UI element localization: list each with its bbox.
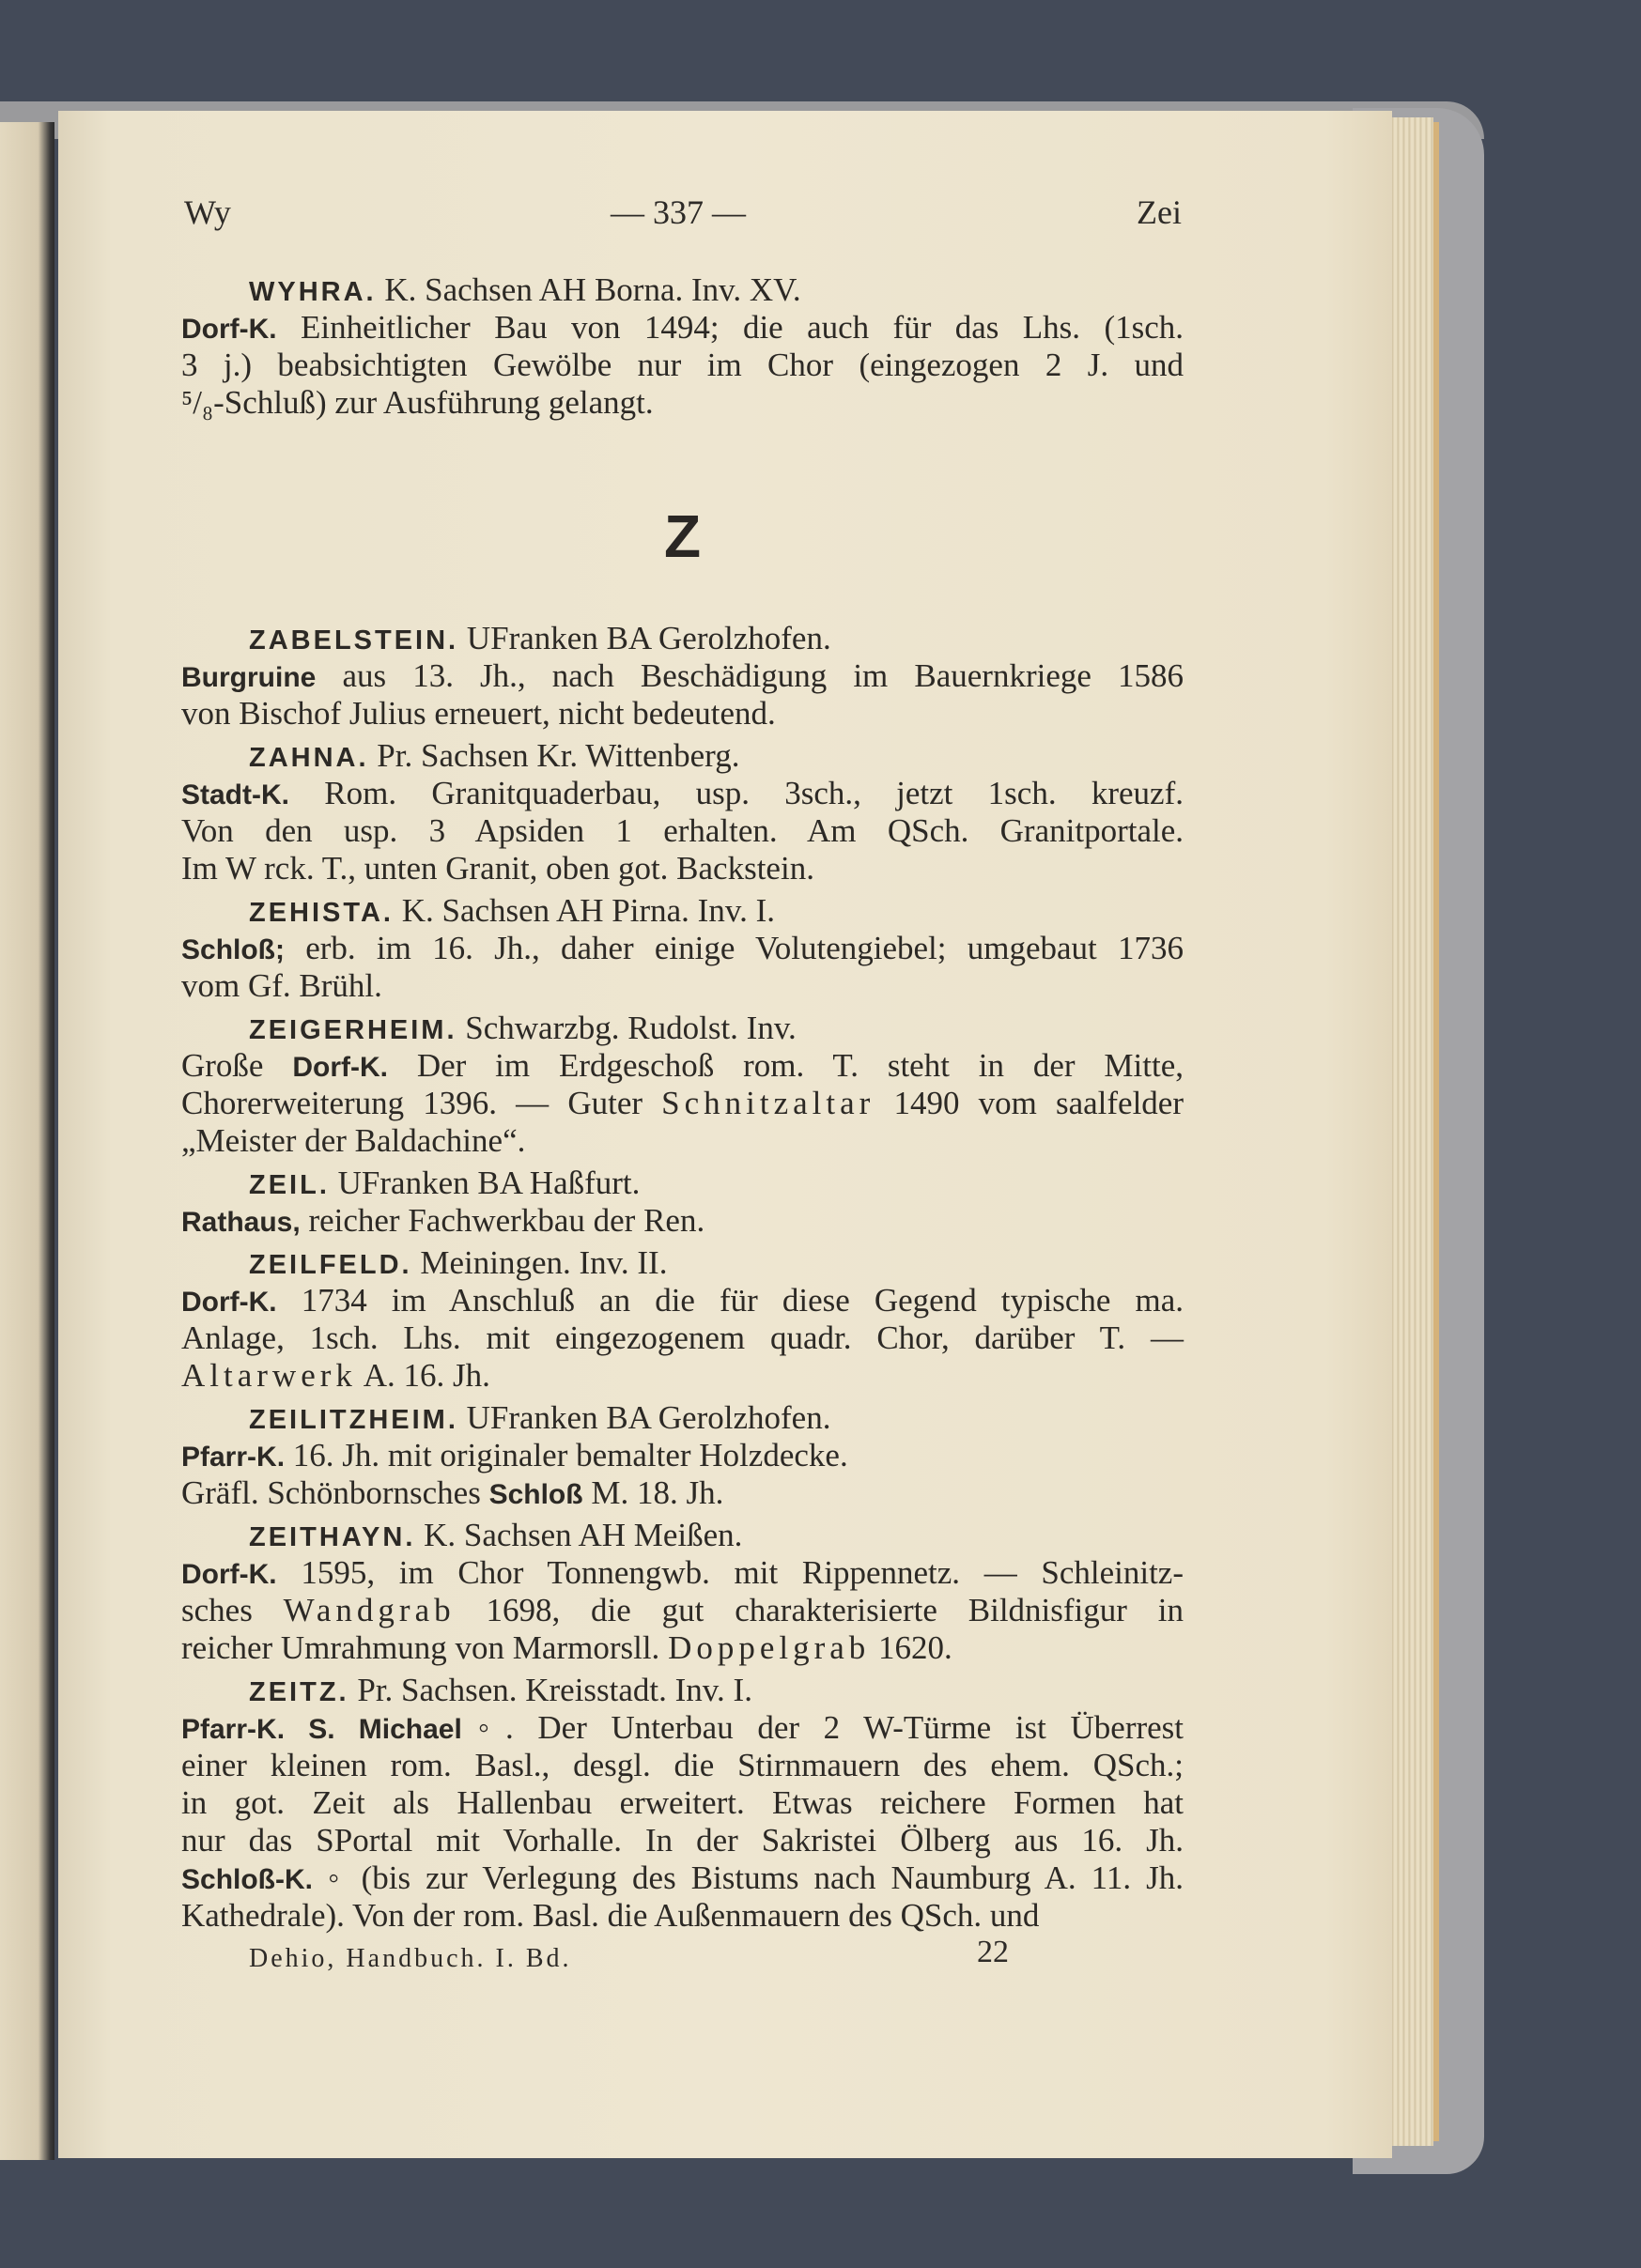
page-number: — 337 —	[611, 193, 746, 231]
entry-keyword: Pfarr-K.	[181, 1442, 286, 1473]
entry-text: von Bischof Julius erneuert, nicht bedeutend.	[181, 695, 776, 732]
text-line	[181, 1629, 1184, 1667]
entry	[181, 1010, 1184, 1160]
entry	[181, 1244, 1184, 1395]
entry-keyword: Dorf-K.	[181, 314, 277, 345]
text-line	[181, 695, 1184, 733]
entry-place-name: ZEILITZHEIM.	[249, 1405, 458, 1435]
entry-text: UFranken BA Haßfurt.	[329, 1165, 641, 1201]
entry-text: aus 13. Jh., nach Beschädigung im Bauernkriege 1586	[316, 657, 1184, 694]
section-z	[181, 422, 1184, 615]
entry-text: 16. Jh. mit originaler bemalter Holzdecke.	[285, 1437, 848, 1473]
entry-text: Gräfl. Schönbornsches	[181, 1474, 489, 1511]
entry-text: sches	[181, 1592, 284, 1628]
entry-text: K. Sachsen AH Meißen.	[415, 1517, 743, 1553]
entry-text: K. Sachsen AH Borna. Inv. XV.	[376, 271, 801, 308]
text-line	[181, 1202, 1184, 1240]
entry-keyword: Schloß;	[181, 934, 285, 965]
entry-text: Altarwerk	[181, 1357, 357, 1394]
text-line	[181, 812, 1184, 850]
entry-heading	[181, 271, 1184, 309]
entry-text: 1734 im Anschluß an die für diese Gegend typische ma.	[276, 1282, 1184, 1319]
entry-text: Schnitzaltar	[661, 1085, 875, 1121]
text-line	[181, 1747, 1184, 1784]
entry-heading	[181, 1165, 1184, 1202]
entry-text: „Meister der Baldachine“.	[181, 1122, 526, 1159]
text-line	[181, 850, 1184, 887]
text-line	[181, 1859, 1184, 1897]
running-head-right: Zei	[1137, 193, 1182, 231]
text-line	[181, 1282, 1184, 1319]
entry	[181, 271, 1184, 422]
entry-text: erb. im 16. Jh., daher einige Volutengiebel; umgebaut 1736	[285, 930, 1184, 966]
entry-text: 1490 vom saalfelder	[875, 1085, 1184, 1121]
entry-text: reicher Umrahmung von Marmorsll.	[181, 1629, 669, 1666]
entry-keyword: Dorf-K.	[181, 1287, 277, 1318]
entry-text: 1698, die gut charakterisierte Bildnisfigur in	[455, 1592, 1184, 1628]
entry-text: Wandgrab	[283, 1592, 456, 1628]
entry-keyword: Rathaus,	[181, 1207, 301, 1238]
entry-keyword: Stadt-K.	[181, 779, 289, 810]
entry	[181, 1517, 1184, 1667]
text-line	[181, 657, 1184, 695]
entry-text: K. Sachsen AH Pirna. Inv. I.	[393, 892, 775, 929]
entries-after-z	[181, 620, 1184, 1935]
entry-text: 1620.	[870, 1629, 952, 1666]
entry	[181, 1399, 1184, 1512]
entry-heading	[181, 1399, 1184, 1437]
entry	[181, 892, 1184, 1005]
entry-text: M. 18. Jh.	[582, 1474, 724, 1511]
entry-keyword: Pfarr-K. S. Michael	[181, 1714, 462, 1745]
entry-heading	[181, 1010, 1184, 1047]
entry-place-name: WYHRA.	[249, 277, 377, 307]
entry-text: Von den usp. 3 Apsiden 1 erhalten. Am QSch. Granitportale.	[181, 812, 1184, 849]
text-line	[181, 1784, 1184, 1822]
signature-mark: 22	[977, 1935, 1009, 1969]
entry-keyword: Dorf-K.	[292, 1052, 388, 1083]
text-line	[181, 1592, 1184, 1629]
entry-keyword: Schloß-K.	[181, 1864, 313, 1895]
text-line	[181, 1474, 1184, 1512]
text-line	[181, 775, 1184, 812]
text-line	[181, 1897, 1184, 1935]
left-page-edge	[0, 122, 54, 2160]
entry-heading	[181, 737, 1184, 775]
entry-text: einer kleinen rom. Basl., desgl. die Stirnmauern des ehem. QSch.;	[181, 1747, 1184, 1783]
entry-text: ◦. Der Unterbau der 2 W-Türme ist Überrest	[461, 1709, 1184, 1746]
text-line	[181, 384, 1184, 422]
entry-text: 1595, im Chor Tonnengwb. mit Rippennetz. — Schleinitz-	[276, 1554, 1184, 1591]
entry-text: Schwarzbg. Rudolst. Inv.	[457, 1010, 797, 1046]
text-line	[181, 1085, 1184, 1122]
entry-place-name: ZEIGERHEIM.	[249, 1015, 457, 1045]
entry-text: Kathedrale). Von der rom. Basl. die Außenmauern des QSch. und	[181, 1897, 1040, 1934]
entry	[181, 1165, 1184, 1240]
body-text	[181, 267, 1184, 1935]
entry-heading	[181, 1244, 1184, 1282]
entry-text: Rom. Granitquaderbau, usp. 3sch., jetzt 1sch. kreuzf.	[289, 775, 1184, 811]
entry-text: vom Gf. Brühl.	[181, 967, 382, 1004]
entry-text: 3 j.) beabsichtigten Gewölbe nur im Chor (eingezogen 2 J. und	[181, 347, 1184, 383]
entry-keyword: Schloß	[488, 1479, 583, 1510]
text-line	[181, 1122, 1184, 1160]
entry-place-name: ZABELSTEIN.	[249, 625, 459, 656]
entry-keyword: Burgruine	[181, 662, 317, 693]
entry-heading	[181, 620, 1184, 657]
entry	[181, 737, 1184, 887]
entry-text: Große	[181, 1047, 293, 1084]
entry-text: nur das SPortal mit Vorhalle. In der Sakristei Ölberg aus 16. Jh.	[181, 1822, 1184, 1859]
entry-place-name: ZEHISTA.	[249, 898, 394, 928]
entry-text: Doppelgrab	[668, 1629, 871, 1666]
text-line	[181, 1437, 1184, 1474]
entry	[181, 620, 1184, 733]
text-line	[181, 967, 1184, 1005]
entry-heading	[181, 1517, 1184, 1554]
entry-text: UFranken BA Gerolzhofen.	[458, 620, 831, 656]
text-line	[181, 1357, 1184, 1395]
entry-text: Anlage, 1sch. Lhs. mit eingezogenem quadr. Chor, darüber T. —	[181, 1319, 1184, 1356]
entry-text: reicher Fachwerkbau der Ren.	[300, 1202, 705, 1239]
entries-before-z	[181, 271, 1184, 422]
text-line	[181, 1822, 1184, 1859]
text-line	[181, 309, 1184, 347]
text-line	[181, 930, 1184, 967]
entry-text: in got. Zeit als Hallenbau erweitert. Etwas reichere Formen hat	[181, 1784, 1184, 1821]
entry-place-name: ZEILFELD.	[249, 1250, 412, 1280]
entry-text: ⁵/₈-Schluß) zur Ausführung gelangt.	[181, 384, 654, 421]
entry-keyword: Dorf-K.	[181, 1559, 277, 1590]
footer-book-title: Dehio, Handbuch. I. Bd.	[249, 1944, 572, 1973]
text-line	[181, 1319, 1184, 1357]
entry-text: Chorerweiterung 1396. — Guter	[181, 1085, 662, 1121]
entry-heading	[181, 1672, 1184, 1709]
entry-text: Pr. Sachsen. Kreisstadt. Inv. I.	[348, 1672, 752, 1708]
text-line	[181, 1709, 1184, 1747]
running-head-left: Wy	[184, 193, 231, 231]
entry-text: UFranken BA Gerolzhofen.	[457, 1399, 831, 1436]
page-edges	[1388, 117, 1433, 2146]
text-line	[181, 1047, 1184, 1085]
entry-text: Pr. Sachsen Kr. Wittenberg.	[368, 737, 740, 774]
section-letter: Z	[663, 502, 702, 570]
entry	[181, 1672, 1184, 1935]
entry-place-name: ZEITZ.	[249, 1677, 349, 1707]
entry-text: Im W rck. T., unten Granit, oben got. Backstein.	[181, 850, 814, 887]
entry-text: A. 16. Jh.	[356, 1357, 490, 1394]
entry-place-name: ZAHNA.	[249, 743, 369, 773]
entry-text: Meiningen. Inv. II.	[411, 1244, 668, 1281]
entry-place-name: ZEIL.	[249, 1170, 330, 1200]
entry-place-name: ZEITHAYN.	[249, 1522, 416, 1552]
entry-text: Einheitlicher Bau von 1494; die auch für das Lhs. (1sch.	[276, 309, 1184, 346]
entry-text: Der im Erdgeschoß rom. T. steht in der Mitte,	[387, 1047, 1184, 1084]
text-line	[181, 347, 1184, 384]
entry-text: ◦ (bis zur Verlegung des Bistums nach Naumburg A. 11. Jh.	[313, 1859, 1184, 1896]
entry-heading	[181, 892, 1184, 930]
text-line	[181, 1554, 1184, 1592]
